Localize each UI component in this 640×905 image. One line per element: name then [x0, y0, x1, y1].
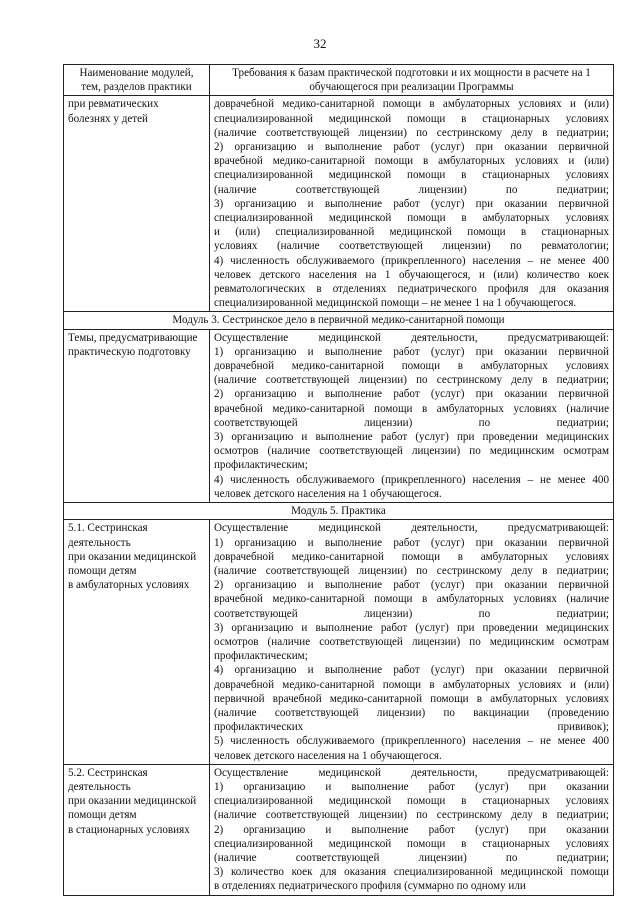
table-row [64, 764, 614, 895]
table-body [64, 96, 614, 895]
text-line: 1) организацию и выполнение работ (услуг) при оказании [214, 780, 609, 793]
text-line: 2) организацию и выполнение работ (услуг) при оказании [214, 823, 609, 836]
text-line: врачебной медико-санитарной помощи в амбулаторных условиях (наличие [214, 593, 609, 606]
text-line: соответствующей лицензии) по педиатрии; [214, 607, 609, 620]
text-line: (наличие соответствующей лицензии) по сестринскому делу в педиатрии; [214, 126, 609, 139]
text-line: тем, разделов практики [81, 81, 192, 94]
text-line: 5.1. Сестринская [68, 522, 148, 535]
text-line: врачебной медико-санитарной помощи в амбулаторных условиях (наличие [214, 402, 609, 415]
text-line: при ревматических [68, 98, 159, 111]
text-line: доврачебной медико-санитарной помощи в амбулаторных условиях и (или) [214, 678, 609, 691]
text-line: 1) организацию и выполнение работ (услуг) при оказании первичной [214, 345, 609, 358]
text-line: болезнях у детей [68, 112, 148, 125]
text-line: 5.2. Сестринская [68, 766, 148, 779]
text-line: (наличие соответствующей лицензии) по сестринскому делу в педиатрии; [214, 809, 609, 822]
text-line: врачебной медико-санитарной помощи в амбулаторных условиях и (или) [214, 155, 609, 168]
text-line: в отделениях педиатрического профиля (суммарно по одному или [214, 880, 526, 893]
text-line: (наличие соответствующей лицензии) по сестринскому делу в педиатрии; [214, 564, 609, 577]
text-line: профилактическим; [214, 459, 308, 472]
text-line: профилактических прививок); [214, 721, 609, 734]
text-line: в амбулаторных условиях [68, 579, 190, 592]
text-line: доврачебной медико-санитарной помощи в амбулаторных условиях и (или) [214, 98, 609, 111]
text-line: при оказании медицинской [68, 550, 197, 563]
text-line: (наличие соответствующей лицензии) по сестринскому делу в педиатрии; [214, 374, 609, 387]
text-line: 4) численность обслуживаемого (прикрепленного) населения – не менее 400 [214, 473, 609, 486]
requirements-cell [210, 764, 614, 895]
text-line: ревматологических в отделениях педиатрического профиля для оказания [214, 283, 609, 296]
text-line: помощи детям [68, 809, 137, 822]
text-line: обучающегося при реализации Программы [309, 81, 514, 94]
text-line: 3) организацию и выполнение работ (услуг) при оказании первичной [214, 197, 609, 210]
text-line: специализированной медицинской помощи в стационарных условиях [214, 169, 609, 182]
text-line: 2) организацию и выполнение работ (услуг) при оказании первичной [214, 388, 609, 401]
text-line: человек детского населения на 1 обучающегося. [214, 487, 442, 500]
section-row [64, 503, 614, 520]
text-line: первичной врачебной медико-санитарной помощи в амбулаторных условиях [214, 692, 609, 705]
text-line: специализированной медицинской помощи в стационарных условиях [214, 837, 609, 850]
text-line: (наличие соответствующей лицензии) по педиатрии; [214, 851, 609, 864]
requirements-cell [210, 96, 614, 312]
text-line: осмотров (наличие соответствующей лицензии) по медицинским осмотрам [214, 635, 609, 648]
page-number: 32 [313, 36, 327, 51]
text-line: 2) организацию и выполнение работ (услуг) при оказании первичной [214, 141, 609, 154]
text-line: специализированной медицинской помощи в стационарных условиях [214, 112, 609, 125]
module-topic-cell [64, 520, 210, 764]
text-line: в стационарных условиях [68, 823, 190, 836]
text-line: Осуществление медицинской деятельности, предусматривающей: [214, 331, 609, 344]
text-line: специализированной медицинской помощи в амбулаторных условиях [214, 212, 609, 225]
header-requirements [210, 65, 614, 96]
text-line: доврачебной медико-санитарной помощи в амбулаторных условиях [214, 550, 609, 563]
text-line: и (или) специализированной медицинской помощи в стационарных [214, 226, 609, 239]
text-line: 2) организацию и выполнение работ (услуг) при оказании первичной [214, 579, 609, 592]
text-line: Осуществление медицинской деятельности, предусматривающей: [214, 766, 609, 779]
text-line: специализированной медицинской помощи – не менее 1 на 1 обучающегося. [214, 297, 577, 310]
text-line: (наличие соответствующей лицензии) по вакцинации (проведению [214, 706, 609, 719]
text-line: (наличие соответствующей лицензии) по педиатрии; [214, 183, 609, 196]
section-title: Модуль 5. Практика [64, 503, 614, 520]
text-line: деятельность [68, 536, 131, 549]
module-topic-cell [64, 764, 210, 895]
header-module-name [64, 65, 210, 96]
text-line: помощи детям [68, 564, 137, 577]
text-line: доврачебной медико-санитарной помощи в амбулаторных условиях [214, 360, 609, 373]
module-topic-cell [64, 96, 210, 312]
text-line: осмотров (наличие соответствующей лицензии) по медицинским осмотрам [214, 445, 609, 458]
text-line: условиях (наличие соответствующей лицензии) по ревматологии; [214, 240, 609, 253]
module-topic-cell [64, 329, 210, 502]
table-row [64, 520, 614, 764]
text-line: Темы, предусматривающие [68, 331, 198, 344]
text-line: 3) организацию и выполнение работ (услуг) при проведении медицинских [214, 431, 609, 444]
text-line: профилактическим; [214, 650, 308, 663]
text-line: Наименование модулей, [79, 67, 194, 79]
table-row [64, 96, 614, 312]
text-line: человек детского населения на 1 обучающегося. [214, 749, 442, 762]
text-line: 4) численность обслуживаемого (прикрепленного) населения – не менее 400 [214, 254, 609, 267]
section-title: Модуль 3. Сестринское дело в первичной медико-санитарной помощи [64, 312, 614, 329]
text-line: при оказании медицинской [68, 795, 197, 808]
requirements-table [63, 64, 614, 896]
text-line: деятельность [68, 780, 131, 793]
text-line: Требования к базам практической подготовки и их мощности в расчете на 1 [232, 67, 591, 79]
text-line: 4) организацию и выполнение работ (услуг) при оказании первичной [214, 664, 609, 677]
text-line: Осуществление медицинской деятельности, предусматривающей: [214, 522, 609, 535]
table-row [64, 329, 614, 502]
text-line: человек детского населения на 1 обучающегося, и (или) количество коек [214, 268, 609, 281]
table-header-row [64, 65, 614, 96]
text-line: 5) численность обслуживаемого (прикрепленного) населения – не менее 400 [214, 735, 609, 748]
requirements-cell [210, 520, 614, 764]
text-line: практическую подготовку [68, 345, 191, 358]
requirements-cell [210, 329, 614, 502]
section-row [64, 312, 614, 329]
text-line: специализированной медицинской помощи в стационарных условиях [214, 795, 609, 808]
text-line: 3) количество коек для оказания специализированной медицинской помощи [214, 866, 609, 879]
text-line: соответствующей лицензии) по педиатрии; [214, 416, 609, 429]
text-line: 3) организацию и выполнение работ (услуг) при проведении медицинских [214, 621, 609, 634]
text-line: 1) организацию и выполнение работ (услуг) при оказании первичной [214, 536, 609, 549]
